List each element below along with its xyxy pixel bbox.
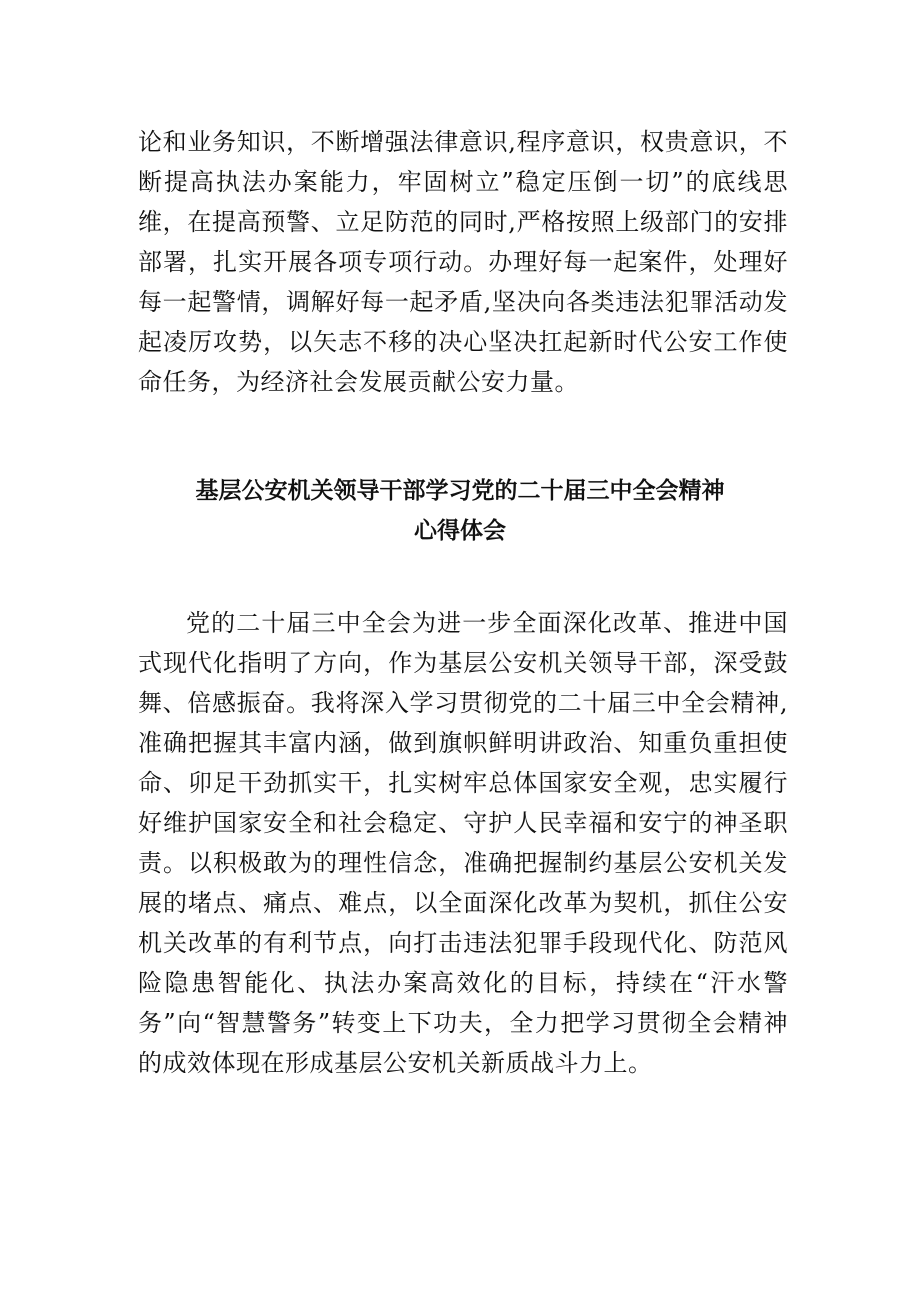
intro-paragraph: 论和业务知识，不断增强法律意识,程序意识，权贵意识，不断提高执法办案能力，牢固树立”稳定压倒一切”的底线思维，在提高预警、立足防范的同时,严格按照上级部门的安排部署，扎实开展各项专项行动。办理好每一起案件，处理好每一起警情，调解好每一起矛盾,坚决向各类违法犯罪活动发起凌厉攻势，以矢志不移的决心坚决扛起新时代公安工作使命任务，为经济社会发展贡献公安力量。 [138,128,788,396]
body-paragraph: 党的二十届三中全会为进一步全面深化改革、推进中国式现代化指明了方向，作为基层公安机关领导干部，深受鼓舞、倍感振奋。我将深入学习贯彻党的二十届三中全会精神,准确把握其丰富内涵，做到旗帜鲜明讲政治、知重负重担使命、卯足干劲抓实干，扎实树牢总体国家安全观，忠实履行好维护国家安全和社会稳定、守护人民幸福和安宁的神圣职责。以积极敢为的理性信念，准确把握制约基层公安机关发展的堵点、痛点、难点，以全面深化改革为契机，抓住公安机关改革的有利节点，向打击违法犯罪手段现代化、防范风险隐患智能化、执法办案高效化的目标，持续在“汗水警务”向“智慧警务”转变上下功夫，全力把学习贯彻全会精神的成效体现在形成基层公安机关新质战斗力上。 [138,609,788,1077]
article-title-line-1: 基层公安机关领导干部学习党的二十届三中全会精神 [195,478,725,504]
article-title-line-2: 心得体会 [414,518,506,544]
